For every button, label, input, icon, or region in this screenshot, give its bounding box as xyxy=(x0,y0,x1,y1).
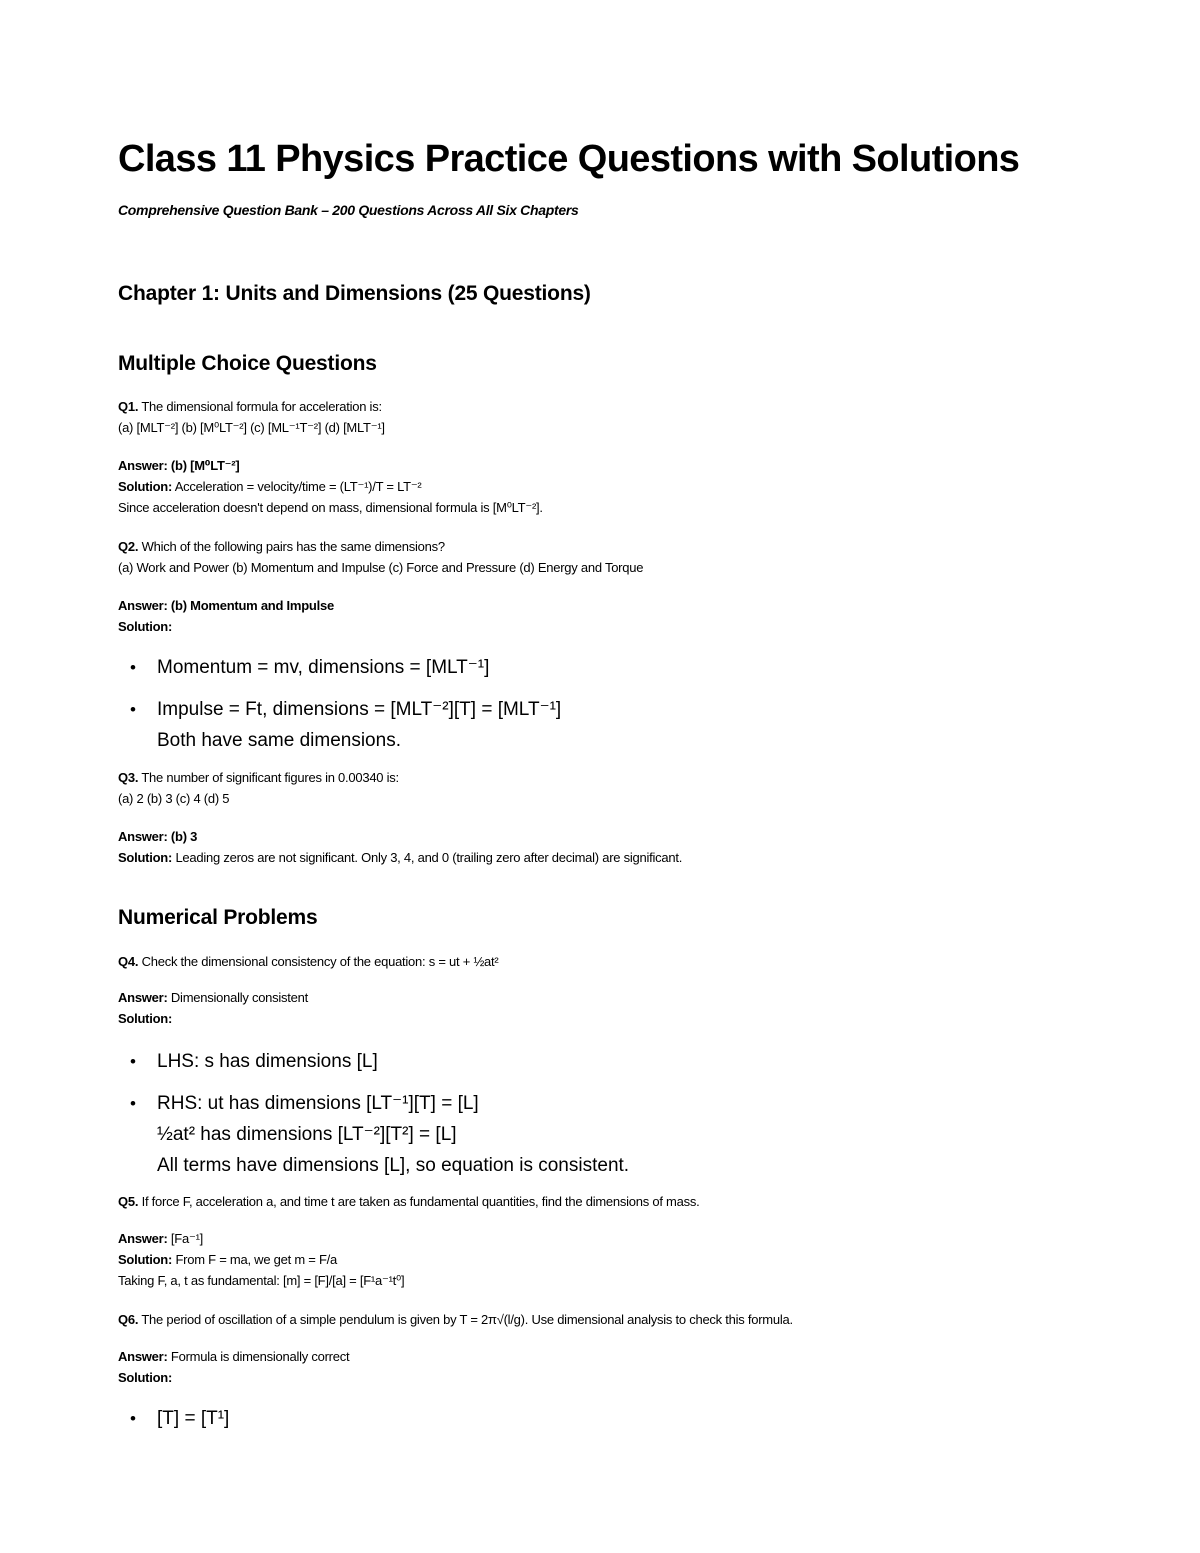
list-item: • Impulse = Ft, dimensions = [MLT⁻²][T] = [MLT⁻¹] Both have same dimensions. xyxy=(130,694,561,756)
solution-text: Leading zeros are not significant. Only 3, 4, and 0 (trailing zero after decimal) are significant. xyxy=(175,850,683,865)
question-3 xyxy=(118,767,399,809)
solution-bullets-4 xyxy=(130,1046,629,1192)
solution-label: Solution: xyxy=(118,1370,173,1385)
solution-text: Taking F, a, t as fundamental: [m] = [F]/[a] = [F¹a⁻¹t⁰] xyxy=(118,1273,405,1288)
answer-block-2 xyxy=(118,595,334,637)
list-item: • RHS: ut has dimensions [LT⁻¹][T] = [L] ½at² has dimensions [LT⁻²][T²] = [L] All terms have dimensions [L], so equation is consistent. xyxy=(130,1088,629,1181)
question-text: If force F, acceleration a, and time t are taken as fundamental quantities, find the dimensions of mass. xyxy=(141,1194,700,1209)
question-label: Q3. xyxy=(118,770,139,785)
question-label: Q2. xyxy=(118,539,139,554)
question-4 xyxy=(118,951,498,972)
solution-text: Acceleration = velocity/time = (LT⁻¹)/T = LT⁻² xyxy=(174,479,422,494)
section-heading-mcq: Multiple Choice Questions xyxy=(118,352,377,375)
question-options: (a) [MLT⁻²] (b) [M⁰LT⁻²] (c) [ML⁻¹T⁻²] (d) [MLT⁻¹] xyxy=(118,420,385,435)
solution-bullets-6 xyxy=(130,1403,229,1445)
answer-label: Answer: xyxy=(118,1231,168,1246)
solution-label: Solution: xyxy=(118,619,173,634)
question-text: The dimensional formula for acceleration is: xyxy=(141,399,382,414)
question-label: Q6. xyxy=(118,1312,139,1327)
solution-label: Solution: xyxy=(118,1252,173,1267)
answer-value: (b) 3 xyxy=(170,829,198,844)
answer-value: (b) Momentum and Impulse xyxy=(170,598,334,613)
question-text: Which of the following pairs has the same dimensions? xyxy=(141,539,445,554)
answer-value: [Fa⁻¹] xyxy=(170,1231,204,1246)
solution-text: Since acceleration doesn't depend on mass, dimensional formula is [M⁰LT⁻²]. xyxy=(118,500,543,515)
list-item: • Momentum = mv, dimensions = [MLT⁻¹] xyxy=(130,652,561,683)
question-label: Q4. xyxy=(118,954,139,969)
question-6 xyxy=(118,1309,793,1330)
answer-label: Answer: xyxy=(118,1349,168,1364)
answer-value: Formula is dimensionally correct xyxy=(170,1349,350,1364)
solution-text: From F = ma, we get m = F/a xyxy=(175,1252,338,1267)
answer-label: Answer: xyxy=(118,598,168,613)
question-2 xyxy=(118,536,643,578)
chapter-heading: Chapter 1: Units and Dimensions (25 Questions) xyxy=(118,282,591,305)
question-options: (a) 2 (b) 3 (c) 4 (d) 5 xyxy=(118,791,230,806)
question-text: The number of significant figures in 0.00340 is: xyxy=(141,770,399,785)
answer-block-4 xyxy=(118,987,308,1029)
question-label: Q5. xyxy=(118,1194,139,1209)
list-item: • LHS: s has dimensions [L] xyxy=(130,1046,629,1077)
page-title: Class 11 Physics Practice Questions with Solutions xyxy=(118,138,1020,180)
answer-block-3 xyxy=(118,826,682,868)
answer-block-5 xyxy=(118,1228,404,1291)
page-subtitle: Comprehensive Question Bank – 200 Questions Across All Six Chapters xyxy=(118,202,579,218)
answer-block-1 xyxy=(118,455,543,518)
list-item: • [T] = [T¹] xyxy=(130,1403,229,1434)
question-1 xyxy=(118,396,385,438)
question-options: (a) Work and Power (b) Momentum and Impulse (c) Force and Pressure (d) Energy and Torque xyxy=(118,560,644,575)
answer-label: Answer: xyxy=(118,458,168,473)
answer-value: (b) [M⁰LT⁻²] xyxy=(170,458,240,473)
solution-label: Solution: xyxy=(118,479,173,494)
solution-label: Solution: xyxy=(118,850,173,865)
question-text: Check the dimensional consistency of the equation: s = ut + ½at² xyxy=(141,954,499,969)
answer-value: Dimensionally consistent xyxy=(170,990,308,1005)
solution-bullets-2 xyxy=(130,652,561,767)
answer-label: Answer: xyxy=(118,829,168,844)
question-label: Q1. xyxy=(118,399,139,414)
answer-block-6 xyxy=(118,1346,349,1388)
answer-label: Answer: xyxy=(118,990,168,1005)
question-text: The period of oscillation of a simple pendulum is given by T = 2π√(l/g). Use dimensional analysis to check this formula. xyxy=(141,1312,793,1327)
solution-label: Solution: xyxy=(118,1011,173,1026)
section-heading-numerical: Numerical Problems xyxy=(118,906,318,929)
question-5 xyxy=(118,1191,699,1212)
